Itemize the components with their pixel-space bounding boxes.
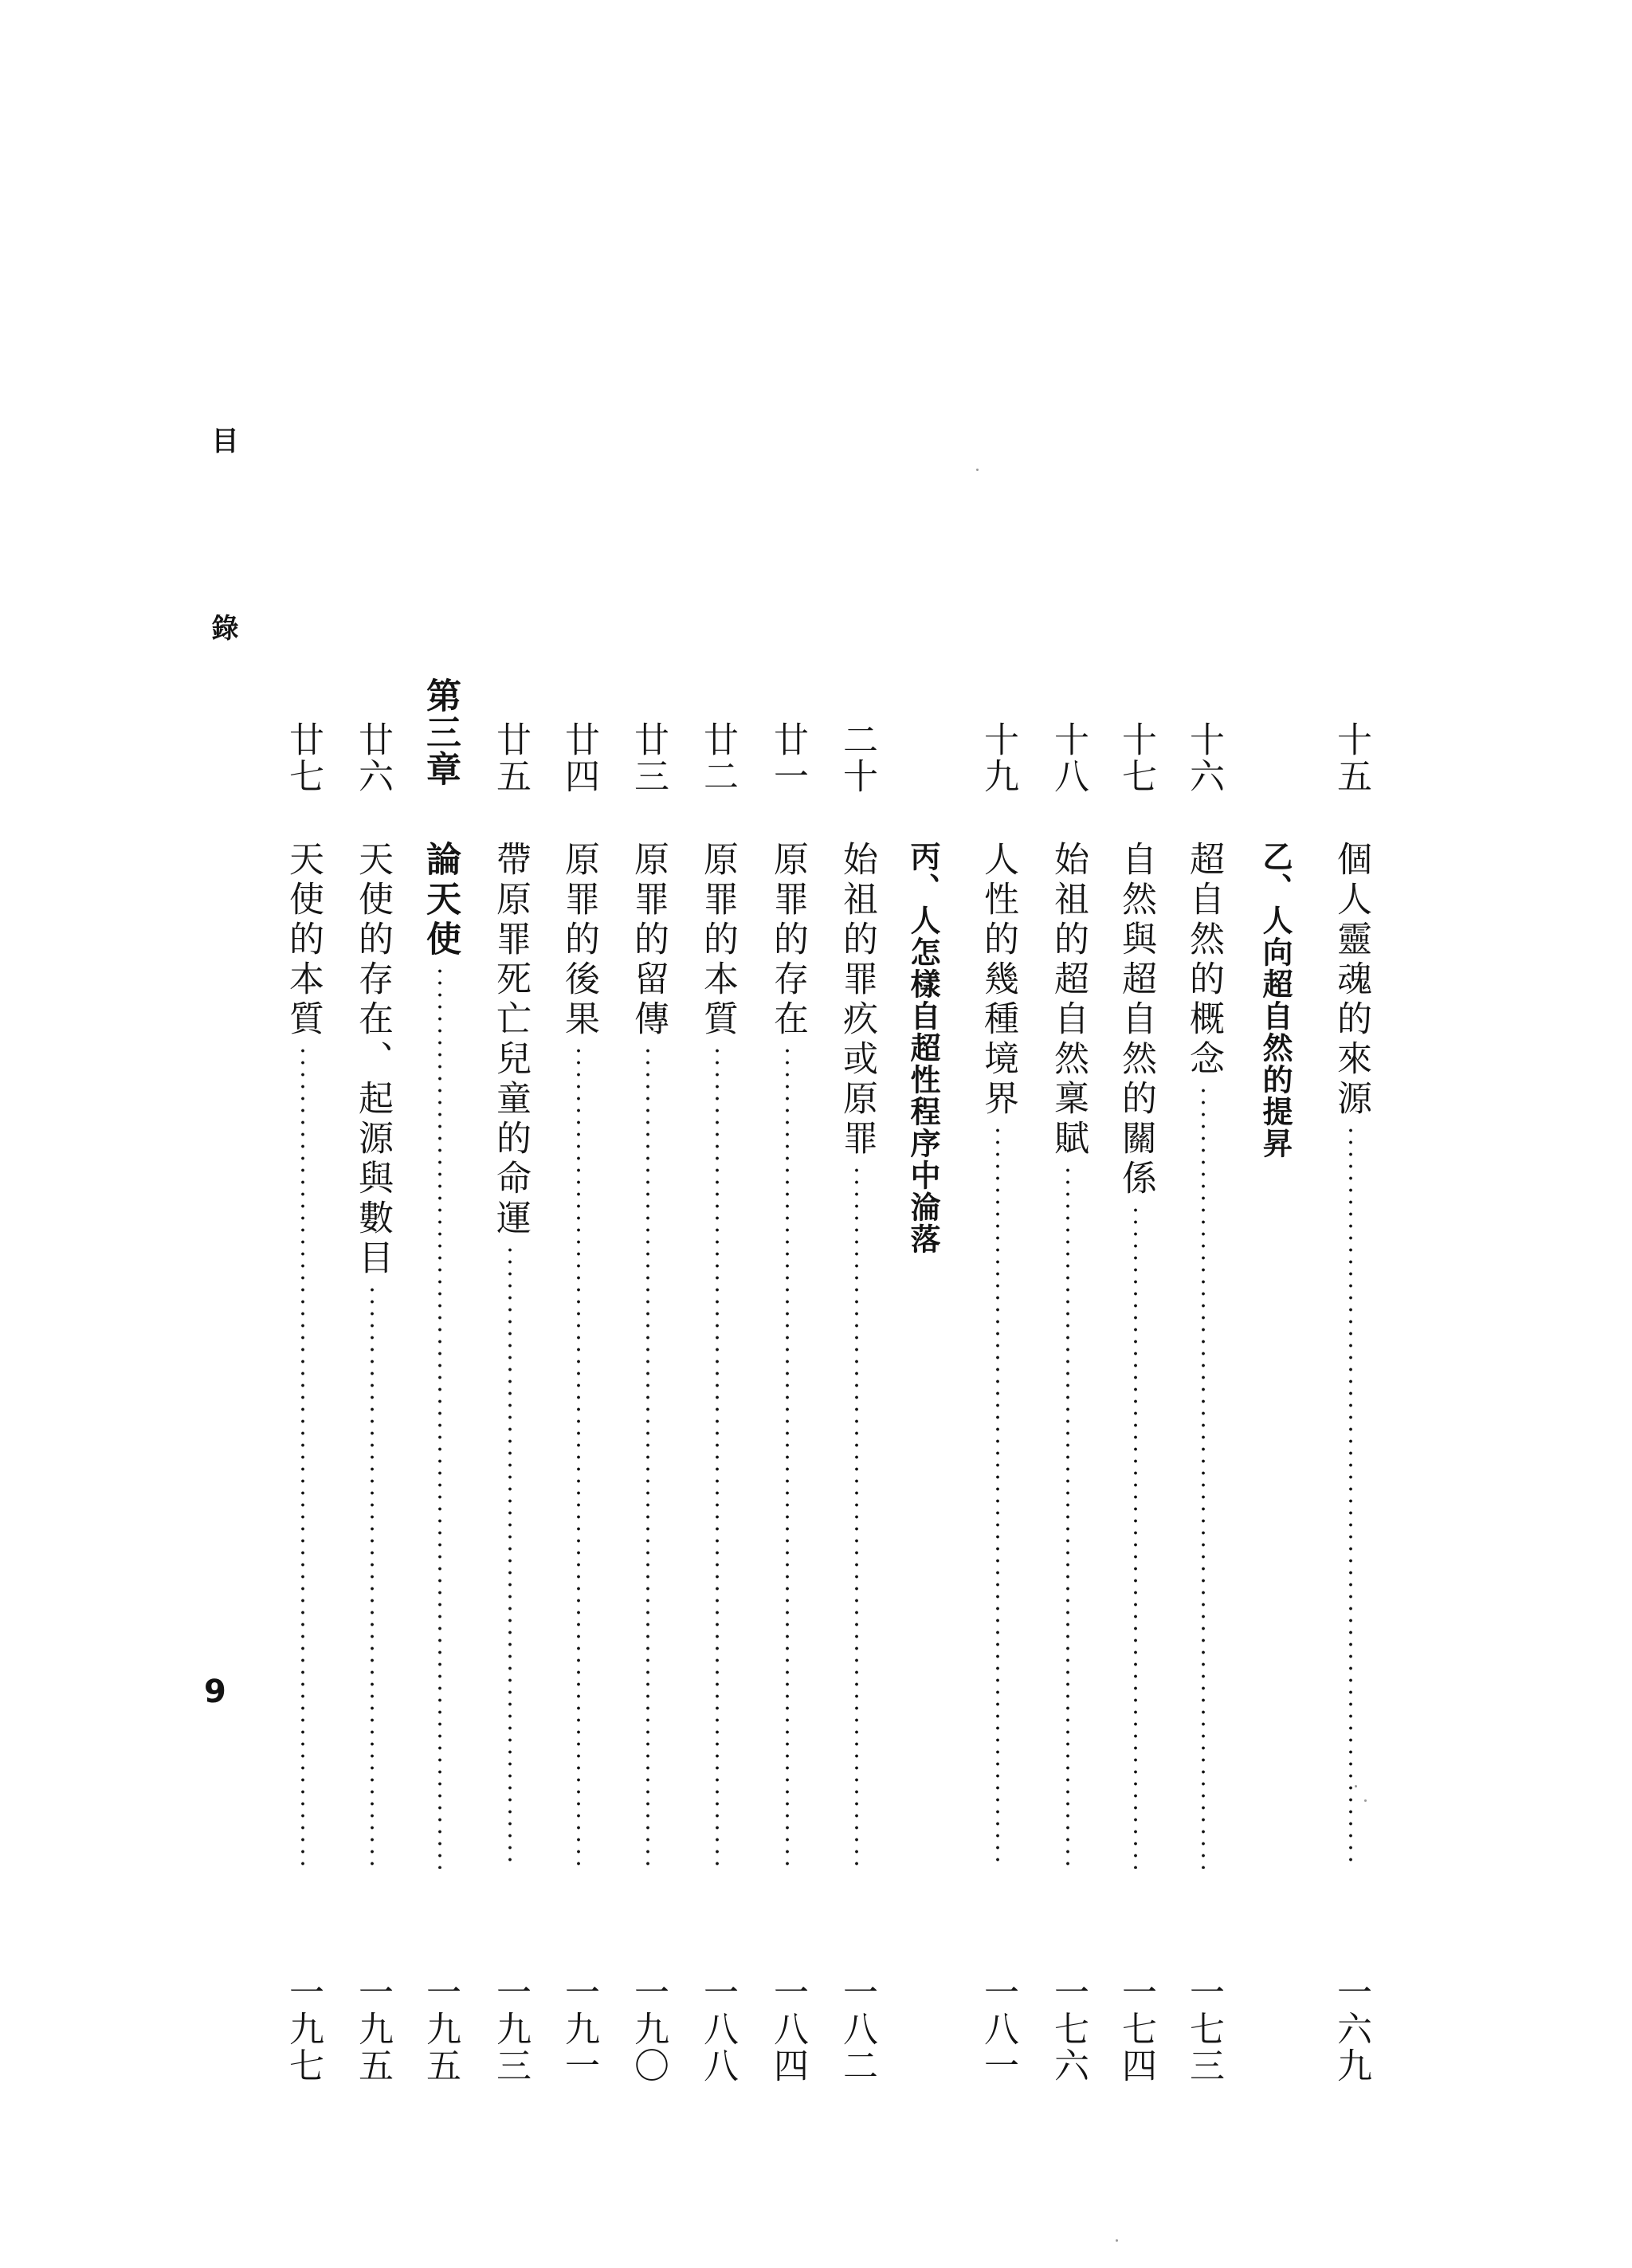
entry-number: 廿一 bbox=[767, 721, 808, 795]
entry-page: 一六九 bbox=[1331, 1974, 1371, 2084]
section-heading: 丙、人怎樣自超性程序中淪落 bbox=[905, 841, 940, 1255]
toc-entry bbox=[279, 721, 327, 2084]
entry-page: 一八四 bbox=[767, 1974, 808, 2084]
toc-entry bbox=[1179, 721, 1227, 2084]
entry-page: 一九五 bbox=[352, 1974, 393, 2084]
entry-number: 十九 bbox=[978, 721, 1018, 795]
chapter-number: 第三章 bbox=[420, 677, 461, 787]
scan-speck bbox=[1355, 1785, 1357, 1787]
entry-title: 始祖的超自然稟賦 bbox=[1048, 841, 1089, 1160]
dot-leader bbox=[370, 1284, 375, 1869]
entry-title: 原罪的後果 bbox=[559, 841, 599, 1040]
entry-title: 帶原罪死亡兒童的命運 bbox=[490, 841, 531, 1239]
chapter-title: 論天使 bbox=[420, 841, 461, 960]
entry-page: 一九五 bbox=[420, 1974, 461, 2084]
dot-leader bbox=[508, 1244, 512, 1869]
dot-leader bbox=[437, 965, 442, 1869]
entry-number: 二十 bbox=[837, 721, 877, 795]
entry-page: 一九七 bbox=[283, 1974, 324, 2084]
entry-title: 原罪的本質 bbox=[697, 841, 738, 1040]
entry-number: 廿三 bbox=[628, 721, 669, 795]
section-heading: 乙、人向超自然的提昇 bbox=[1257, 841, 1293, 1160]
entry-page: 一九一 bbox=[559, 1974, 599, 2084]
entry-title: 天使的存在、起源與數目 bbox=[352, 841, 393, 1279]
toc-entry bbox=[486, 721, 534, 2084]
toc-entry bbox=[555, 721, 602, 2084]
dot-leader bbox=[645, 1045, 650, 1869]
entry-page: 一七四 bbox=[1116, 1974, 1156, 2084]
dot-leader bbox=[300, 1045, 305, 1869]
entry-title: 個人靈魂的來源 bbox=[1331, 841, 1371, 1120]
entry-number: 廿四 bbox=[559, 721, 599, 795]
entry-number: 十五 bbox=[1331, 721, 1371, 795]
dot-leader bbox=[1201, 1085, 1206, 1869]
entry-number: 廿二 bbox=[697, 721, 738, 795]
entry-page: 一九三 bbox=[490, 1974, 531, 2084]
entry-page: 一八一 bbox=[978, 1974, 1018, 2084]
dot-leader bbox=[995, 1124, 1000, 1869]
entry-page: 一七六 bbox=[1048, 1974, 1089, 2084]
entry-title: 自然與超自然的關係 bbox=[1116, 841, 1156, 1199]
toc-entry bbox=[693, 721, 741, 2084]
dot-leader bbox=[1133, 1204, 1138, 1869]
entry-number: 廿五 bbox=[490, 721, 531, 795]
toc-entry bbox=[1112, 721, 1159, 2084]
entry-page: 一八二 bbox=[837, 1974, 877, 2084]
entry-page: 一八八 bbox=[697, 1974, 738, 2084]
toc-entry bbox=[974, 721, 1022, 2084]
entry-page: 一七三 bbox=[1183, 1974, 1224, 2084]
dot-leader bbox=[1348, 1124, 1353, 1869]
entry-page: 一九〇 bbox=[628, 1974, 669, 2084]
entry-number: 廿六 bbox=[352, 721, 393, 795]
toc-entry bbox=[763, 721, 811, 2084]
entry-title: 天使的本質 bbox=[283, 841, 324, 1040]
entry-title: 人性的幾種境界 bbox=[978, 841, 1018, 1120]
toc-chapter-entry bbox=[416, 677, 464, 2084]
toc-entry bbox=[348, 721, 396, 2084]
dot-leader bbox=[1065, 1164, 1070, 1869]
page-number: 9 bbox=[204, 1674, 226, 1710]
dot-leader bbox=[785, 1045, 790, 1869]
entry-number: 廿七 bbox=[283, 721, 324, 795]
scan-speck bbox=[976, 469, 979, 471]
dot-leader bbox=[854, 1164, 859, 1869]
entry-number: 十七 bbox=[1116, 721, 1156, 795]
entry-title: 原罪的存在 bbox=[767, 841, 808, 1040]
dot-leader bbox=[576, 1045, 581, 1869]
running-head-char-2: 錄 bbox=[206, 614, 238, 641]
entry-number: 十六 bbox=[1183, 721, 1224, 795]
entry-number: 十八 bbox=[1048, 721, 1089, 795]
toc-entry bbox=[833, 721, 881, 2084]
toc-entry bbox=[1327, 721, 1375, 2084]
toc-entry bbox=[1044, 721, 1092, 2084]
running-head-char-1: 目 bbox=[206, 426, 238, 453]
scan-speck bbox=[1116, 2239, 1118, 2242]
toc-entry bbox=[624, 721, 672, 2084]
scan-speck bbox=[1364, 1799, 1367, 1802]
entry-title: 原罪的留傳 bbox=[628, 841, 669, 1040]
entry-title: 始祖的罪疚或原罪 bbox=[837, 841, 877, 1160]
dot-leader bbox=[715, 1045, 720, 1869]
entry-title: 超自然的概念 bbox=[1183, 841, 1224, 1080]
